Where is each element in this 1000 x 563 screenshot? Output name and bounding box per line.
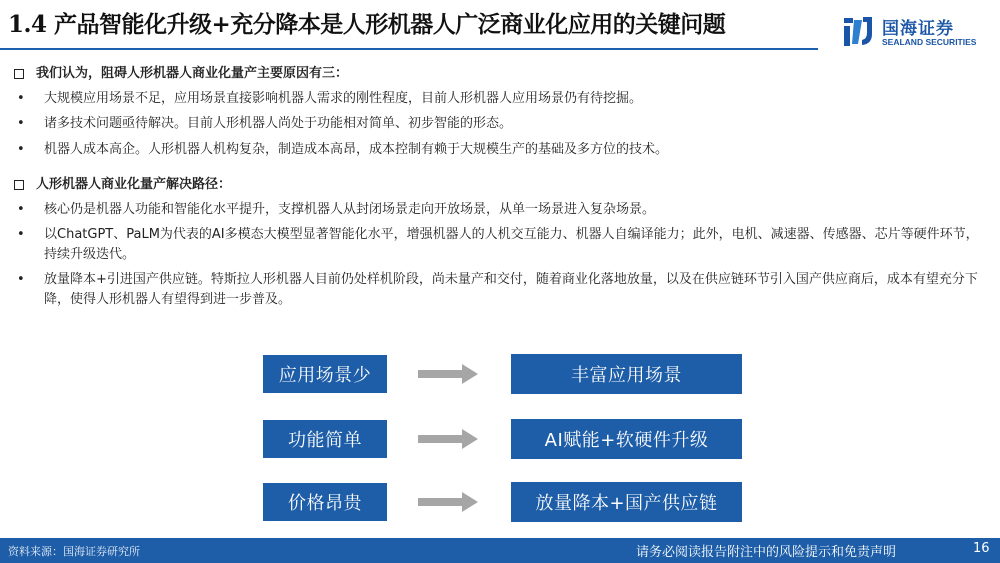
right-arrow-icon (418, 492, 478, 512)
bullet-icon: • (17, 272, 25, 287)
problem-box: 功能简单 (263, 420, 387, 458)
section-heading (14, 175, 986, 195)
title-underline (0, 48, 818, 50)
bullet-icon: • (17, 90, 25, 106)
section-heading-text: 我们认为，阻碍人形机器人商业化量产主要原因有三： (36, 66, 349, 81)
list-item-text: 诸多技术问题亟待解决。目前人形机器人尚处于功能相对简单、初步智能的形态。 (44, 116, 513, 131)
right-arrow-icon (418, 429, 478, 449)
logo-name-en: SEALAND SECURITIES (882, 37, 977, 47)
right-arrow-icon (418, 364, 478, 384)
list-item (14, 140, 986, 160)
slide-title: 1.4 产品智能化升级+充分降本是人形机器人广泛商业化应用的关键问题 (8, 11, 726, 38)
company-logo (842, 14, 992, 54)
checkbox-square-icon (14, 69, 24, 79)
list-item (14, 200, 986, 220)
source-note: 资料来源：国海证券研究所 (8, 545, 140, 558)
problem-box: 价格昂贵 (263, 483, 387, 521)
bullet-icon: • (17, 141, 25, 157)
bullet-icon: • (17, 201, 25, 217)
list-item-text: 机器人成本高企。人形机器人机构复杂，制造成本高昂，成本控制有赖于大规模生产的基础及多方位的技术。 (44, 141, 669, 157)
list-item (14, 114, 986, 134)
footer-bar (0, 538, 1000, 563)
disclaimer-text: 请务必阅读报告附注中的风险提示和免责声明 (636, 545, 897, 560)
list-item-text: 大规模应用场景不足，应用场景直接影响机器人需求的刚性程度，目前人形机器人应用场景仍有待挖掘。 (44, 90, 643, 106)
list-item-text: 核心仍是机器人功能和智能化水平提升，支撑机器人从封闭场景走向开放场景，从单一场景进入复杂场景。 (44, 201, 656, 217)
page-number: 16 (973, 541, 990, 556)
list-item (14, 89, 986, 109)
list-item-text: 以ChatGPT、PaLM为代表的AI多模态大模型显著智能化水平，增强机器人的人机交互能力、机器人自编译能力；此外，电机、减速器、传感器、芯片等硬件环节，持续升级迭代。 (44, 227, 979, 262)
solution-box: 放量降本+国产供应链 (511, 482, 742, 522)
list-item-text: 放量降本+引进国产供应链。特斯拉人形机器人目前仍处样机阶段，尚未量产和交付，随着商业化落地放量，以及在供应链环节引入国产供应商后，成本有望充分下降，使得人形机器人有望得到进一步普及。 (44, 272, 978, 307)
bullet-icon: • (17, 116, 25, 131)
list-item (14, 270, 986, 309)
slide-body (14, 64, 986, 315)
solution-box: 丰富应用场景 (511, 354, 742, 394)
bullet-icon: • (17, 227, 25, 242)
checkbox-square-icon (14, 180, 24, 190)
logo-name-cn: 国海证券 (882, 19, 954, 39)
list-item (14, 225, 986, 264)
sealand-logo-icon (842, 14, 876, 48)
section-heading-text: 人形机器人商业化量产解决路径： (36, 177, 232, 192)
section-heading (14, 64, 986, 84)
problem-box: 应用场景少 (263, 355, 387, 393)
solution-box: AI赋能+软硬件升级 (511, 419, 742, 459)
